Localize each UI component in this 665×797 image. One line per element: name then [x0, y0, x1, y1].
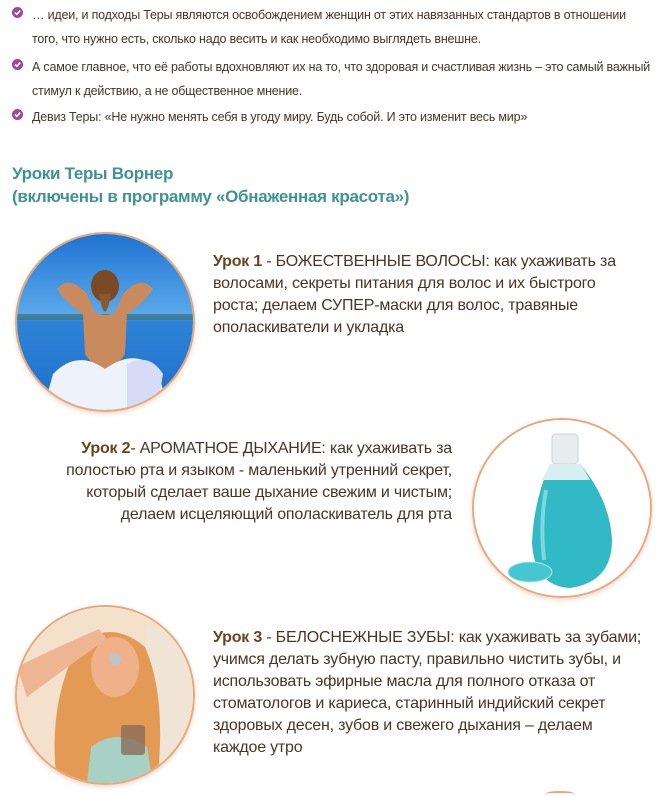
bullet-text: Девиз Теры: «Не нужно менять себя в угоду миру. Будь собой. И это изменит весь мир» [32, 110, 528, 124]
lesson-3-description: Урок 3 - БЕЛОСНЕЖНЫЕ ЗУБЫ: как ухаживать за зубами; учимся делать зубную пасту, правильно чистить зубы, и использовать эфирные масла для полного отказа от стоматологов и кариеса, старинный индийский секрет здоровых десен, зубов и свежего дыхания – делаем каждое утро [213, 629, 642, 756]
lesson-3-label: Урок 3 [213, 629, 263, 646]
lesson-2-text: АРОМАТНОЕ ДЫХАНИЕ: как ухаживать за полостью рта и языком - маленький утренний секрет, который сделает ваше дыхание свежим и чистым; делаем исцеляющий ополаскиватель для рта [66, 440, 452, 523]
list-item [12, 3, 652, 51]
list-item [12, 105, 652, 129]
lesson-3-text: БЕЛОСНЕЖНЫЕ ЗУБЫ: как ухаживать за зубами; учимся делать зубную пасту, правильно чистить зубы, и использовать эфирные масла для полного отказа от стоматологов и кариеса, старинный индийский секрет здоровых десен, зубов и свежего дыхания – делаем каждое утро [213, 629, 642, 756]
check-circle-icon [12, 59, 23, 70]
bullet-text: А самое главное, что её работы вдохновляют их на то, что здоровая и счастливая жизнь – это самый важный стимул к действию, а не общественное мнение. [32, 60, 651, 98]
lesson-1-description: Урок 1 - БОЖЕСТВЕННЫЕ ВОЛОСЫ: как ухаживать за волосами, секреты питания для волос и их быстрого роста; делаем СУПЕР-маски для волос, травяные ополаскиватели и укладка [213, 253, 616, 336]
lesson-3-image [15, 605, 195, 785]
lesson-1-text: БОЖЕСТВЕННЫЕ ВОЛОСЫ: как ухаживать за волосами, секреты питания для волос и их быстрого роста; делаем СУПЕР-маски для волос, травяные ополаскиватели и укладка [213, 253, 616, 336]
heading-line-1: Уроки Теры Ворнер [12, 164, 174, 183]
lesson-2-image [472, 418, 652, 598]
lesson-2-description: Урок 2- АРОМАТНОЕ ДЫХАНИЕ: как ухаживать за полостью рта и языком - маленький утренний секрет, который сделает ваше дыхание свежим и чистым; делаем исцеляющий ополаскиватель для рта [66, 440, 452, 523]
bullet-text: … идеи, и подходы Теры являются освобождением женщин от этих навязанных стандартов в отношении того, что нужно есть, сколько надо весить и как необходимо выглядеть внешне. [32, 8, 626, 46]
lesson-2-label: Урок 2 [81, 440, 131, 457]
woman-spoon-photo [17, 607, 193, 783]
next-lesson-image-edge [545, 791, 575, 797]
woman-back-sea-photo [17, 234, 193, 410]
mouthwash-bottle-photo [474, 420, 650, 596]
lesson-1-label: Урок 1 [213, 253, 263, 270]
heading-line-2: (включены в программу «Обнаженная красота») [12, 187, 410, 206]
section-heading [12, 162, 512, 208]
check-circle-icon [12, 109, 23, 120]
lesson-1-image [15, 232, 195, 412]
check-circle-icon [12, 7, 23, 18]
list-item [12, 55, 652, 103]
